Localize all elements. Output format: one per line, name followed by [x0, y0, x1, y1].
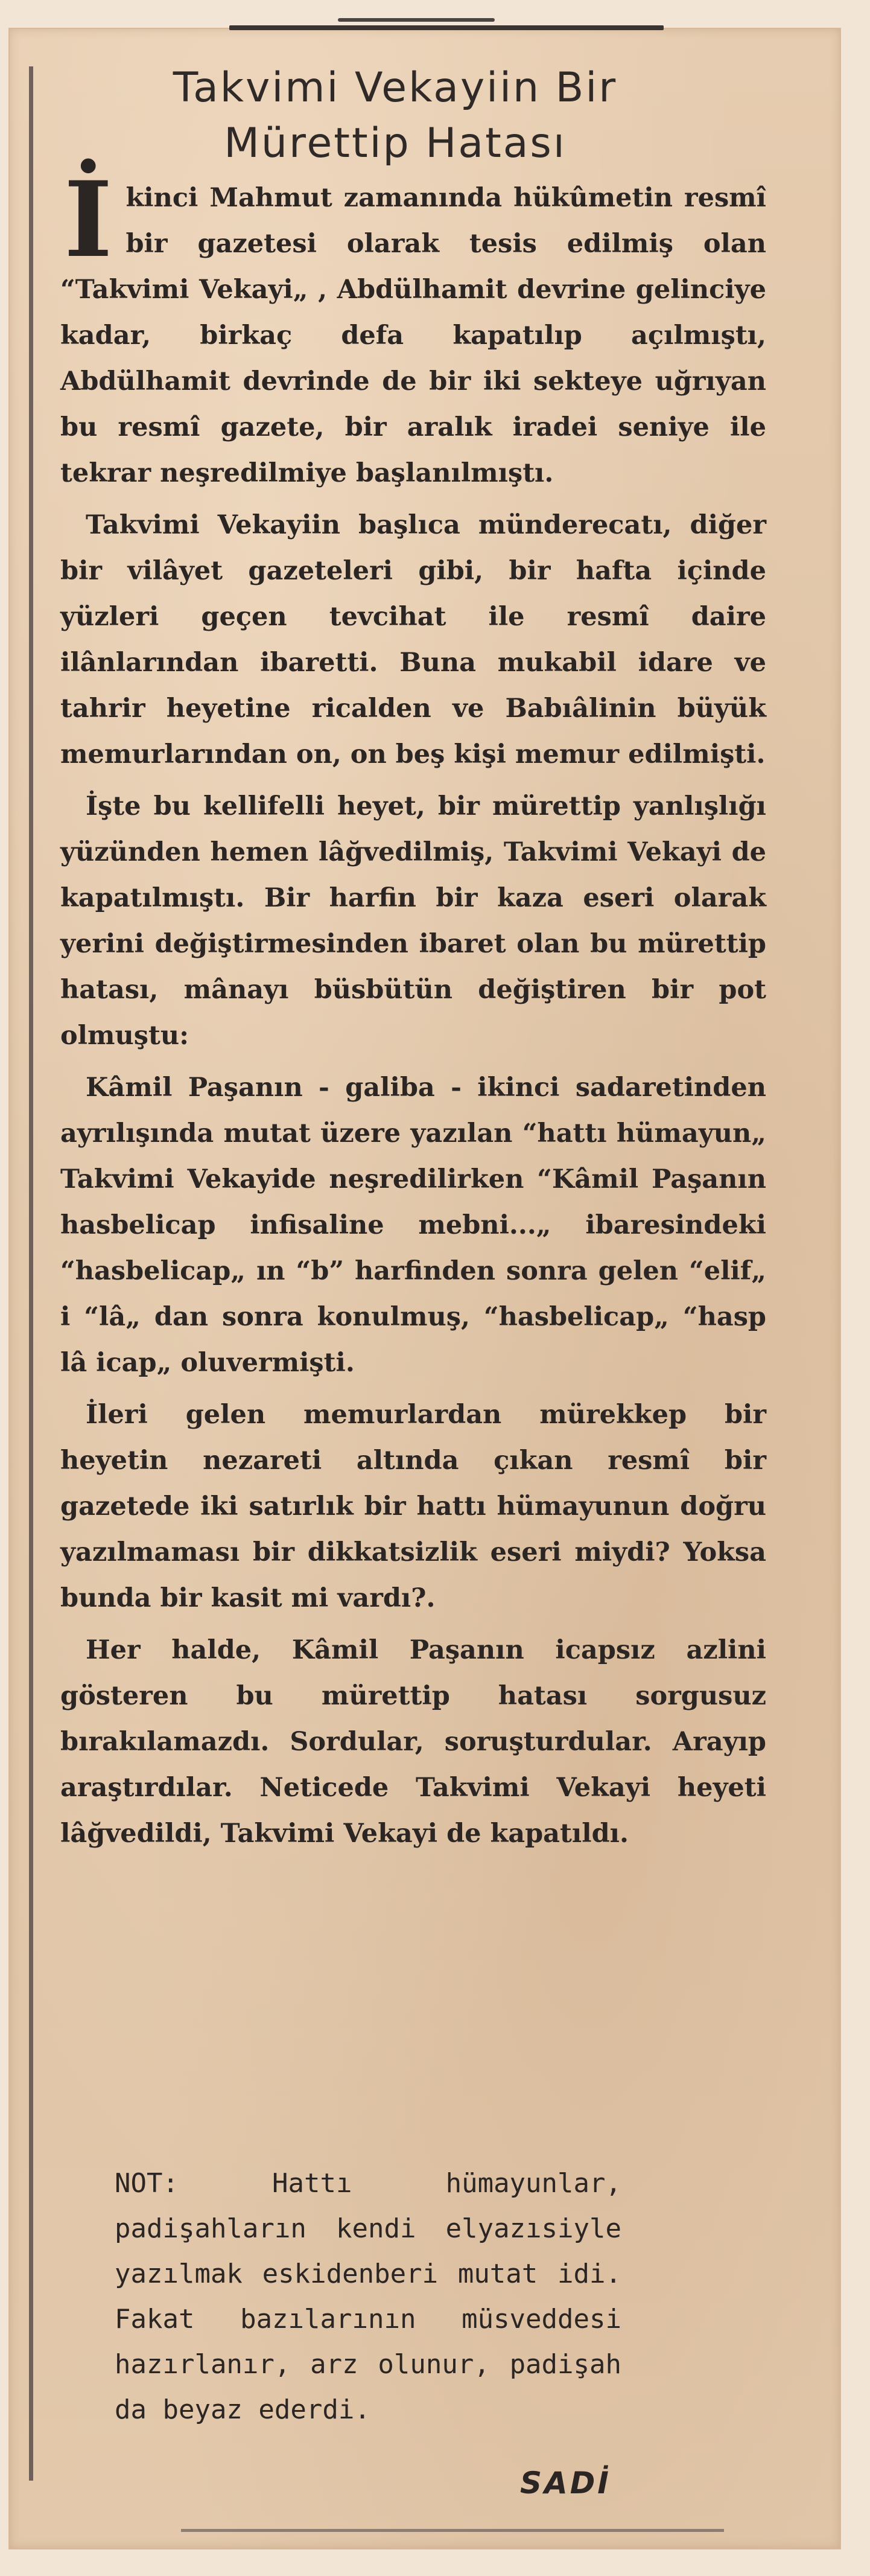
paragraph-1-text: kinci Mahmut zamanında hükûmetin resmî bir gazetesi olarak tesis edilmiş olan “Takvimi Vekayi„ , Abdülhamit devrine gelinciye kadar, birkaç defa kapatılıp açılmıştı, Abdülhamit devrinde de bir iki sekteye uğrıyan bu resmî gazete, bir aralık iradei seniye ile tekrar neşredilmiye başlanılmıştı. — [60, 183, 766, 488]
left-column-rule — [29, 66, 33, 2481]
paragraph-1 — [60, 158, 766, 496]
paragraph-4: Kâmil Paşanın - galiba - ikinci sadaretinden ayrılışında mutat üzere yazılan “hattı hümayun„ Takvimi Vekayide neşredilirken “Kâmil Paşanın hasbelicap infisaline mebni...„ ibaresindeki “hasbelicap„ ın “b” harfinden sonra gelen “elif„ i “lâ„ dan sonra konulmuş, “hasbelicap„ “hasp lâ icap„ oluvermişti. — [60, 1073, 766, 1378]
headline-line-1: Takvimi Vekayiin Bir — [173, 64, 618, 112]
paragraph-5: İleri gelen memurlardan mürekkep bir heyetin nezareti altında çıkan resmî bir gazetede iki satırlık bir hattı hümayunun doğru yazılmaması bir dikkatsizlik eseri miydi? Yoksa bunda bir kasit mi vardı?. — [60, 1400, 766, 1613]
editor-note: NOT: Hattı hümayunlar, padişahların kendi elyazısiyle yazılmak eskidenberi mutat idi. Fakat bazılarının müsveddesi hazırlanır, arz olunur, padişah da beyaz ederdi. — [115, 2168, 621, 2425]
top-edge-mark — [338, 18, 495, 22]
bottom-rule — [181, 2529, 724, 2532]
headline-line-2: Mürettip Hatası — [224, 120, 567, 167]
article-body — [60, 158, 766, 1863]
article-headline — [78, 60, 712, 171]
paragraph-2: Takvimi Vekayiin başlıca münderecatı, diğer bir vilâyet gazeteleri gibi, bir hafta içinde yüzleri geçen tevcihat ile resmî daire ilânlarından ibaretti. Buna mukabil idare ve tahrir heyetine ricalden ve Babıâlinin büyük memurlarından on, on beş kişi memur edilmişti. — [60, 510, 766, 770]
paragraph-3: İşte bu kellifelli heyet, bir mürettip yanlışlığı yüzünden hemen lâğvedilmiş, Takvimi Vekayi de kapatılmıştı. Bir harfin bir kaza eseri olarak yerini değiştirmesinden ibaret olan bu mürettip hatası, mânayı büsbütün değiştiren bir pot olmuştu: — [60, 791, 766, 1051]
drop-cap: İ — [64, 158, 113, 281]
author-signature: SADİ — [520, 2466, 611, 2501]
paragraph-6: Her halde, Kâmil Paşanın icapsız azlini gösteren bu mürettip hatası sorgusuz bırakılamazdı. Sordular, soruşturdular. Arayıp araştırdılar. Neticede Takvimi Vekayi heyeti lâğvedildi, Takvimi Vekayi de kapatıldı. — [60, 1635, 766, 1849]
top-column-rule — [229, 25, 664, 30]
